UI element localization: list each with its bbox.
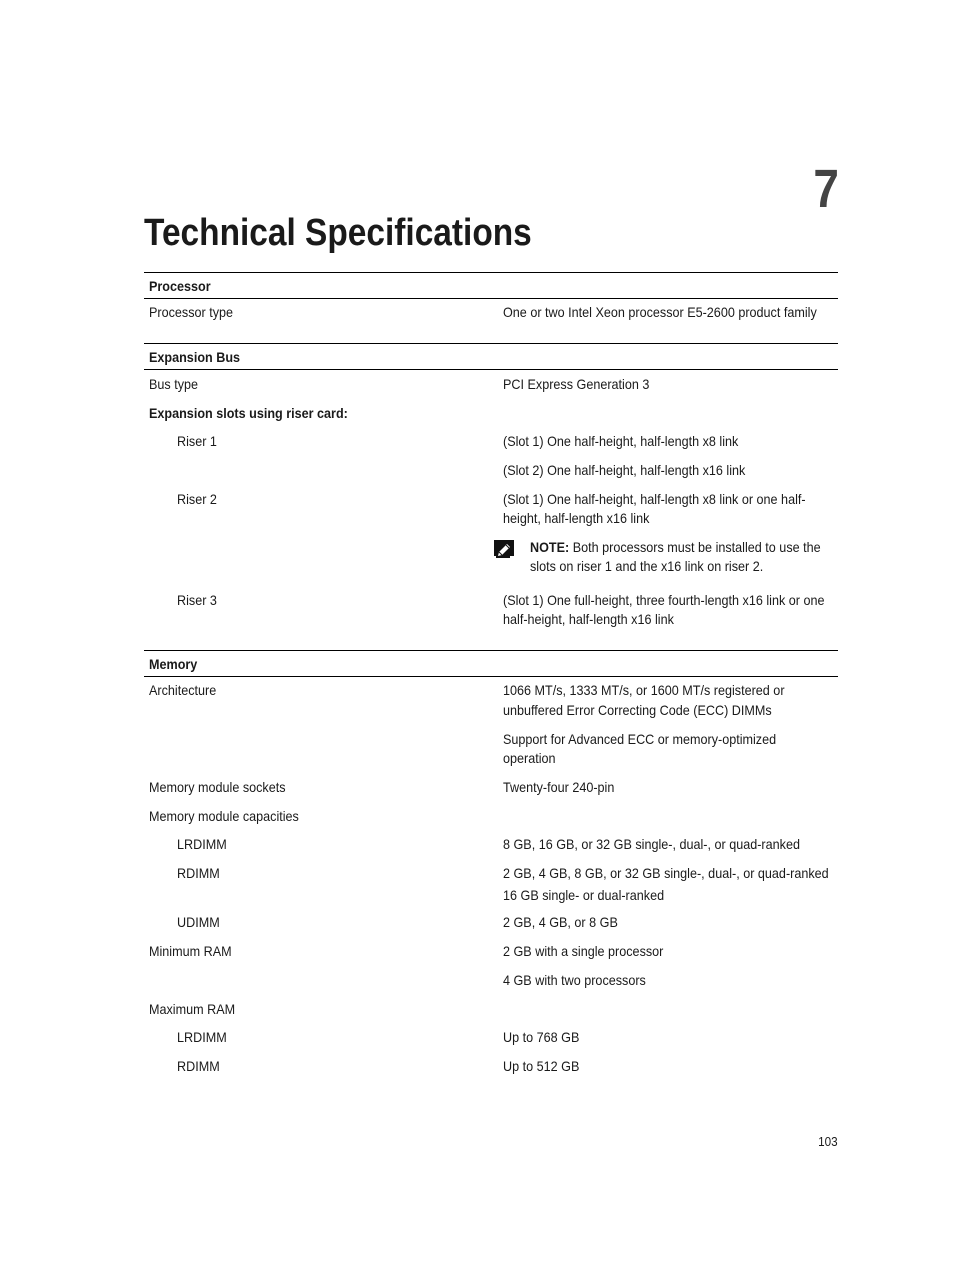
udimm-label: UDIMM <box>177 914 220 930</box>
note-label: NOTE: <box>530 539 570 555</box>
expansion-slots-label: Expansion slots using riser card: <box>149 405 348 421</box>
section-header-processor <box>144 272 838 299</box>
riser2-label: Riser 2 <box>177 491 217 507</box>
architecture-value2-line2: operation <box>503 750 556 766</box>
page-title: Technical Specifications <box>144 212 532 254</box>
memory-sockets-label: Memory module sockets <box>149 779 286 795</box>
riser3-label: Riser 3 <box>177 592 217 608</box>
chapter-number: 7 <box>813 159 838 219</box>
note-pencil-icon <box>494 540 514 560</box>
riser3-slot1-value-line1: (Slot 1) One full-height, three fourth-length x16 link or one <box>503 592 825 608</box>
bus-type-label: Bus type <box>149 376 199 392</box>
minimum-ram-value1: 2 GB with a single processor <box>503 943 664 959</box>
udimm-value: 2 GB, 4 GB, or 8 GB <box>503 914 618 930</box>
processor-type-label: Processor type <box>149 304 234 320</box>
riser2-slot1-value-line1: (Slot 1) One half-height, half-length x8 link or one half- <box>503 491 806 507</box>
minimum-ram-value2: 4 GB with two processors <box>503 972 646 988</box>
page-number: 103 <box>818 1134 838 1149</box>
architecture-label: Architecture <box>149 682 217 698</box>
section-header-label: Expansion Bus <box>149 349 241 365</box>
section-header-memory <box>144 650 838 677</box>
minimum-ram-label: Minimum RAM <box>149 943 232 959</box>
processor-type-value: One or two Intel Xeon processor E5-2600 product family <box>503 304 817 320</box>
section-header-label: Processor <box>149 278 211 294</box>
memory-capacities-label: Memory module capacities <box>149 808 299 824</box>
riser1-label: Riser 1 <box>177 433 217 449</box>
note-line1 <box>530 538 821 557</box>
note-text: Both processors must be installed to use the <box>569 539 821 555</box>
riser1-slot1-value: (Slot 1) One half-height, half-length x8 link <box>503 433 739 449</box>
note-line2: slots on riser 1 and the x16 link on riser 2. <box>530 558 764 574</box>
riser3-slot1-value-line2: half-height, half-length x16 link <box>503 611 674 627</box>
rdimm-value2: 16 GB single- or dual-ranked <box>503 887 665 903</box>
memory-sockets-value: Twenty-four 240-pin <box>503 779 615 795</box>
architecture-value2-line1: Support for Advanced ECC or memory-optimized <box>503 731 777 747</box>
max-rdimm-label: RDIMM <box>177 1058 220 1074</box>
rdimm-label: RDIMM <box>177 865 220 881</box>
rdimm-value1: 2 GB, 4 GB, 8 GB, or 32 GB single-, dual-, or quad-ranked <box>503 865 829 881</box>
bus-type-value: PCI Express Generation 3 <box>503 376 650 392</box>
section-header-expansion-bus <box>144 343 838 370</box>
lrdimm-value: 8 GB, 16 GB, or 32 GB single-, dual-, or quad-ranked <box>503 836 800 852</box>
riser1-slot2-value: (Slot 2) One half-height, half-length x16 link <box>503 462 746 478</box>
section-header-label: Memory <box>149 656 198 672</box>
lrdimm-label: LRDIMM <box>177 836 227 852</box>
riser2-slot1-value-line2: height, half-length x16 link <box>503 510 650 526</box>
maximum-ram-label: Maximum RAM <box>149 1001 236 1017</box>
max-lrdimm-label: LRDIMM <box>177 1029 227 1045</box>
architecture-value1-line1: 1066 MT/s, 1333 MT/s, or 1600 MT/s registered or <box>503 682 785 698</box>
max-lrdimm-value: Up to 768 GB <box>503 1029 580 1045</box>
max-rdimm-value: Up to 512 GB <box>503 1058 580 1074</box>
architecture-value1-line2: unbuffered Error Correcting Code (ECC) DIMMs <box>503 702 772 718</box>
